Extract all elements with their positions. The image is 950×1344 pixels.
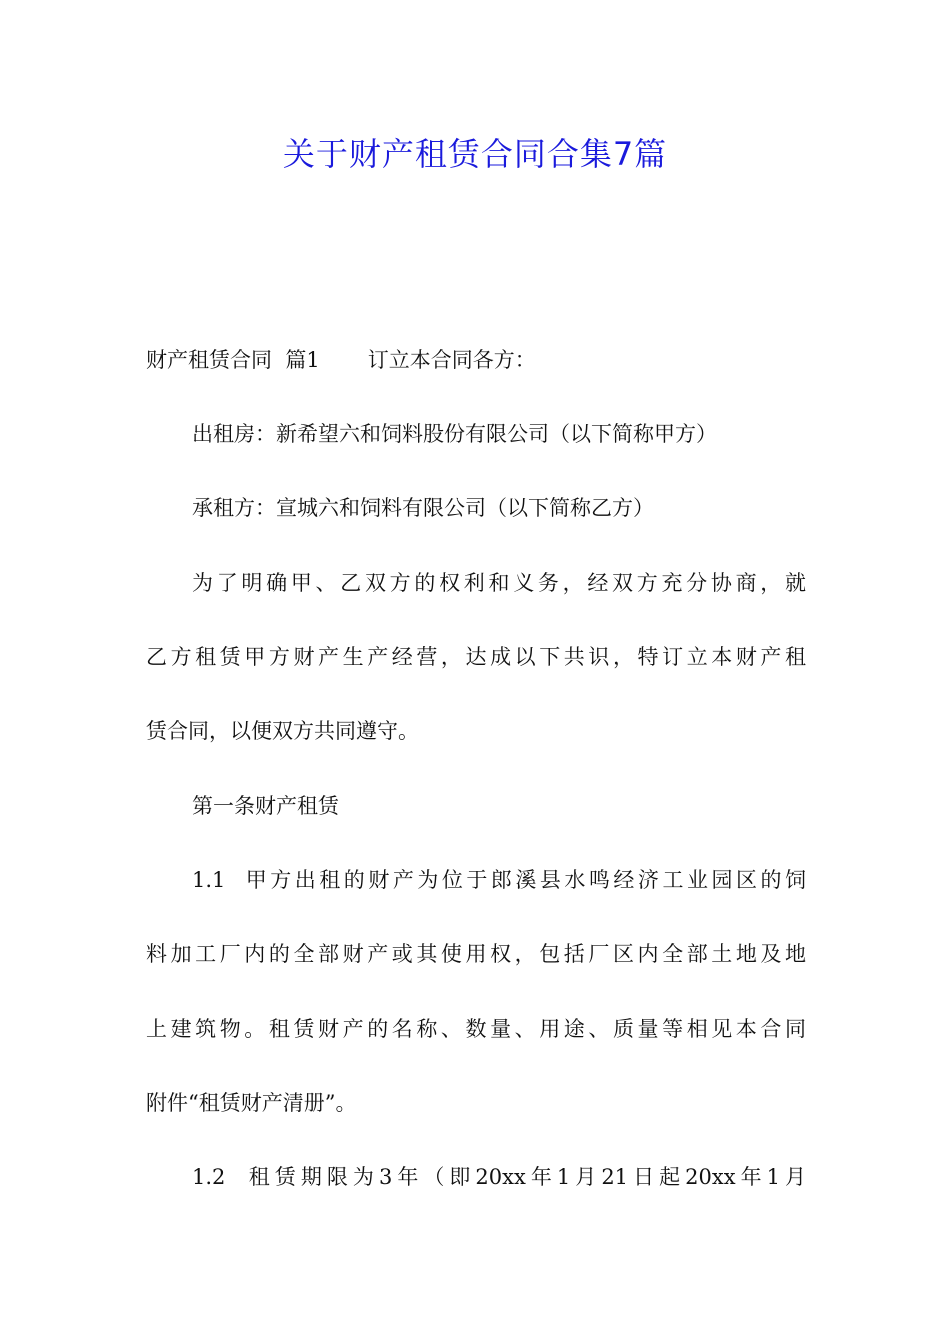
clause-line: 料加工厂内的全部财产或其使用权，包括厂区内全部土地及地	[146, 942, 806, 966]
paragraph-line: 为了明确甲、乙双方的权利和义务，经双方充分协商，就	[192, 571, 806, 595]
section-heading-line	[146, 340, 806, 380]
lessor-line: 出租房：新希望六和饲料股份有限公司（以下简称甲方）	[192, 422, 717, 446]
article-heading: 第一条财产租赁	[192, 794, 339, 818]
clause-line: 1.2 租赁期限为3年（即20xx年1月21日起20xx年1月	[192, 1165, 806, 1189]
clause-line: 附件“租赁财产清册”。	[146, 1091, 357, 1115]
paragraph-line: 赁合同，以便双方共同遵守。	[146, 719, 419, 743]
clause-line: 上建筑物。租赁财产的名称、数量、用途、质量等相见本合同	[146, 1017, 806, 1041]
intro-text: 订立本合同各方：	[367, 348, 536, 372]
paragraph-line: 乙方租赁甲方财产生产经营，达成以下共识，特订立本财产租	[146, 645, 806, 669]
section-heading: 财产租赁合同 篇1	[146, 348, 320, 372]
document-title: 关于财产租赁合同合集7篇	[282, 135, 668, 173]
clause-line: 1.1 甲方出租的财产为位于郎溪县水鸣经济工业园区的饲	[192, 868, 806, 892]
lessee-line: 承租方：宣城六和饲料有限公司（以下简称乙方）	[192, 496, 654, 520]
